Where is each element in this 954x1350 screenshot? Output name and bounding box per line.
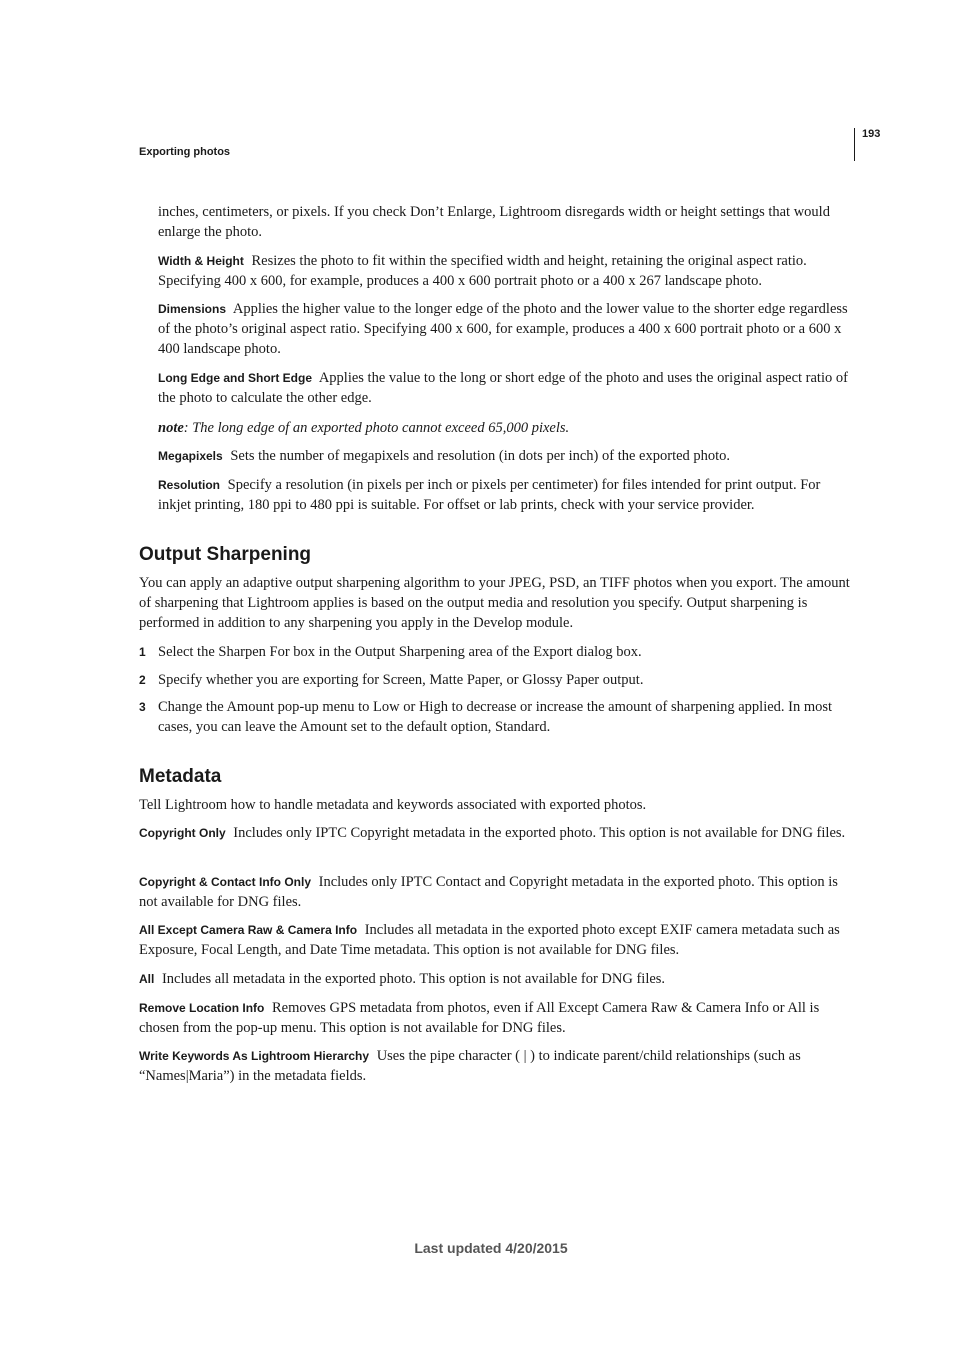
sizing-item-long-short-edge	[158, 368, 850, 408]
sizing-item-width-height	[158, 251, 850, 291]
running-head: Exporting photos	[139, 146, 231, 158]
sizing-item-megapixels	[158, 446, 850, 466]
term-label: Resolution	[158, 478, 220, 492]
term-label: Remove Location Info	[139, 1001, 265, 1015]
section-heading-output-sharpening: Output Sharpening	[139, 544, 312, 565]
footer-last-updated: Last updated 4/20/2015	[414, 1240, 568, 1256]
term-label: Megapixels	[158, 449, 223, 463]
metadata-item-copyright-only	[139, 823, 850, 843]
step-number: 1	[139, 645, 146, 659]
metadata-item-remove-location	[139, 998, 850, 1038]
term-description: Applies the value to the long or short edge of the photo and uses the original aspect ratio of the photo to calculate the other edge.	[158, 370, 848, 406]
term-description: Includes all metadata in the exported photo except EXIF camera metadata such as Exposure, Focal Length, and Date Time metadata. This option is not available for DNG files.	[139, 922, 840, 958]
term-description: Includes all metadata in the exported photo. This option is not available for DNG files.	[161, 971, 666, 987]
term-description: Removes GPS metadata from photos, even if All Except Camera Raw & Camera Info or All is chosen from the pop-up menu. This option is not available for DNG files.	[139, 1000, 820, 1036]
step-text: Select the Sharpen For box in the Output Sharpening area of the Export dialog box.	[158, 644, 642, 660]
term-description: Specify a resolution (in pixels per inch or pixels per centimeter) for files intended for print output. For inkjet printing, 180 ppi to 480 ppi is suitable. For offset or lab prints, check with your service provider.	[158, 477, 821, 513]
step-number: 2	[139, 673, 146, 687]
step-text: Specify whether you are exporting for Screen, Matte Paper, or Glossy Paper output.	[158, 672, 644, 688]
note-label: note	[158, 420, 184, 436]
sizing-intro-continuation: inches, centimeters, or pixels. If you check Don’t Enlarge, Lightroom disregards width or height settings that would enlarge the photo.	[158, 204, 830, 240]
term-label: Dimensions	[158, 302, 227, 316]
step-number: 3	[139, 700, 146, 714]
section-heading-metadata: Metadata	[139, 766, 222, 787]
sizing-item-resolution	[158, 475, 850, 515]
term-description: Uses the pipe character ( | ) to indicate parent/child relationships (such as “Names|Maria”) in the metadata fields.	[139, 1048, 801, 1084]
page-number: 193	[862, 128, 881, 140]
metadata-item-all-except-camera	[139, 920, 850, 960]
metadata-item-copyright-contact	[139, 872, 850, 912]
note-text: : The long edge of an exported photo cannot exceed 65,000 pixels.	[183, 420, 570, 436]
step-text: Change the Amount pop-up menu to Low or High to decrease or increase the amount of sharpening applied. In most cases, you can leave the Amount set to the default option, Standard.	[158, 699, 833, 735]
term-label: Long Edge and Short Edge	[158, 371, 312, 385]
term-description: Applies the higher value to the longer edge of the photo and the lower value to the shorter edge regardless of the photo’s original aspect ratio. Specifying 400 x 600, for example, produces a 400 x 600 portrait photo or a 600 x 400 landscape photo.	[158, 301, 848, 357]
term-description: Sets the number of megapixels and resolution (in dots per inch) of the exported photo.	[230, 448, 731, 464]
metadata-item-write-keywords	[139, 1046, 850, 1086]
page-number-rule	[854, 128, 855, 161]
output-sharpening-intro: You can apply an adaptive output sharpening algorithm to your JPEG, PSD, an TIFF photos when you export. The amount of sharpening that Lightroom applies is based on the output media and resolution you specify. Output sharpening is performed in addition to any sharpening you apply in the Develop module.	[139, 575, 850, 631]
sizing-note	[158, 418, 850, 438]
term-description: Resizes the photo to fit within the specified width and height, retaining the original aspect ratio. Specifying 400 x 600, for example, produces a 400 x 600 portrait photo or a 400 x 267 landscape photo.	[158, 253, 807, 289]
term-label: Write Keywords As Lightroom Hierarchy	[139, 1049, 370, 1063]
sizing-item-dimensions	[158, 299, 850, 359]
term-description: Includes only IPTC Copyright metadata in the exported photo. This option is not available for DNG files.	[233, 825, 846, 841]
term-label: All Except Camera Raw & Camera Info	[139, 923, 358, 937]
term-description: Includes only IPTC Contact and Copyright metadata in the exported photo. This option is not available for DNG files.	[139, 874, 838, 910]
metadata-intro: Tell Lightroom how to handle metadata and keywords associated with exported photos.	[139, 797, 647, 813]
metadata-item-all	[139, 969, 850, 989]
term-label: Width & Height	[158, 254, 244, 268]
term-label: Copyright & Contact Info Only	[139, 875, 311, 889]
term-label: All	[139, 972, 155, 986]
term-label: Copyright Only	[139, 826, 226, 840]
